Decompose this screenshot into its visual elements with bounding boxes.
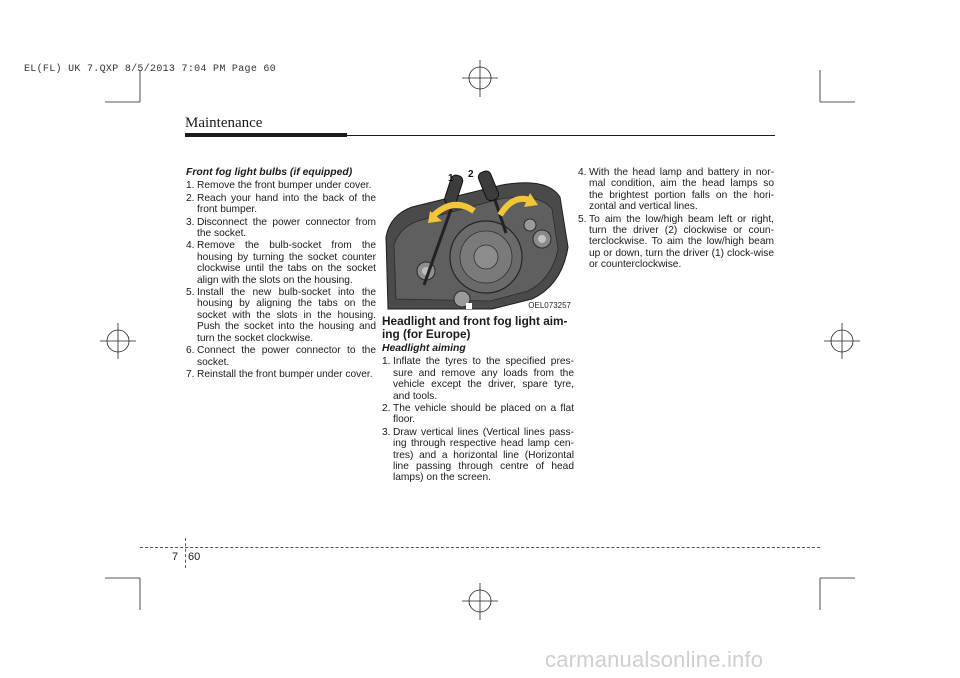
list-item <box>186 180 376 191</box>
step-text: Disconnect the power connector from the socket. <box>197 216 376 240</box>
step-text: Remove the bulb-socket from the housing by turning the socket counter clockwise until the tabs on the socket align with the slots on the housing. <box>197 240 376 286</box>
step-number: 3. <box>186 216 195 228</box>
section-title: Headlight and front fog light aim-ing (for Europe) <box>382 314 568 341</box>
fog-light-steps <box>186 180 376 380</box>
step-text: Reinstall the front bumper under cover. <box>197 368 373 380</box>
list-item <box>186 369 376 380</box>
step-text: Remove the front bumper under cover. <box>197 180 372 192</box>
step-text: With the head lamp and battery in nor-mal condition, aim the head lamps so the brightest portion falls on the hori-zontal and vertical lines. <box>589 167 774 213</box>
print-slug: EL(FL) UK 7.QXP 8/5/2013 7:04 PM Page 60 <box>24 64 277 75</box>
list-item <box>578 167 774 213</box>
step-text: Install the new bulb-socket into the housing by aligning the tabs on the socket with the slots in the housing. Push the socket into the housing and turn the socket clockwise. <box>197 287 376 344</box>
aiming-steps <box>382 356 574 483</box>
headlamp-drawing <box>382 167 574 312</box>
fog-light-subhead: Front fog light bulbs (if equipped) <box>186 167 353 178</box>
list-item <box>186 217 376 240</box>
step-number: 2. <box>186 192 195 204</box>
list-item <box>186 240 376 286</box>
chapter-number: 7 <box>172 551 179 563</box>
step-text: To aim the low/high beam left or right, turn the driver (2) clockwise or coun-terclockwise. To aim the low/high beam up or down, turn the driver (1) clock-wise or counterclockwise. <box>589 213 774 271</box>
step-number: 1. <box>382 356 391 368</box>
step-number: 4. <box>186 240 195 252</box>
step-number: 5. <box>578 213 587 225</box>
headlamp-illustration <box>382 167 574 312</box>
page-section-title: Maintenance <box>185 115 263 131</box>
list-item <box>186 193 376 216</box>
list-item <box>382 356 574 402</box>
callout-1: 1 <box>448 173 454 184</box>
step-number: 5. <box>186 287 195 299</box>
aiming-steps-continued <box>578 167 774 271</box>
step-text: Draw vertical lines (Vertical lines pass-ing through respective head lamp cen-tres) and a horizontal line (Horizontal line passing through centre of head lamps) on the screen. <box>393 426 574 484</box>
headlight-aiming-subhead: Headlight aiming <box>382 343 466 354</box>
step-number: 6. <box>186 345 195 357</box>
figure-code: OEL073257 <box>528 301 571 310</box>
footer-rule <box>140 547 820 548</box>
watermark: carmanualsonline.info <box>545 647 764 672</box>
step-number: 7. <box>186 368 195 380</box>
fog-light-section <box>186 167 376 381</box>
list-item <box>382 403 574 426</box>
step-text: Connect the power connector to the socket. <box>197 345 376 368</box>
footer-separator <box>185 538 186 568</box>
step-text: The vehicle should be placed on a flat floor. <box>393 403 574 426</box>
header-rule-thick <box>185 133 347 137</box>
header-rule-thin <box>347 135 775 136</box>
step-text: Reach your hand into the back of the front bumper. <box>197 192 376 216</box>
page-number: 60 <box>188 551 201 563</box>
headlight-aiming-section <box>382 315 574 485</box>
list-item <box>186 287 376 344</box>
step-text: Inflate the tyres to the specified pres-sure and remove any loads from the vehicle except the driver, spare tyre, and tools. <box>393 356 574 402</box>
list-item <box>186 345 376 368</box>
step-number: 4. <box>578 167 587 178</box>
step-number: 1. <box>186 180 195 192</box>
list-item <box>382 427 574 484</box>
list-item <box>578 214 774 271</box>
aiming-continued-section <box>578 167 774 272</box>
step-number: 3. <box>382 426 391 438</box>
step-number: 2. <box>382 403 391 415</box>
callout-2: 2 <box>468 169 474 180</box>
